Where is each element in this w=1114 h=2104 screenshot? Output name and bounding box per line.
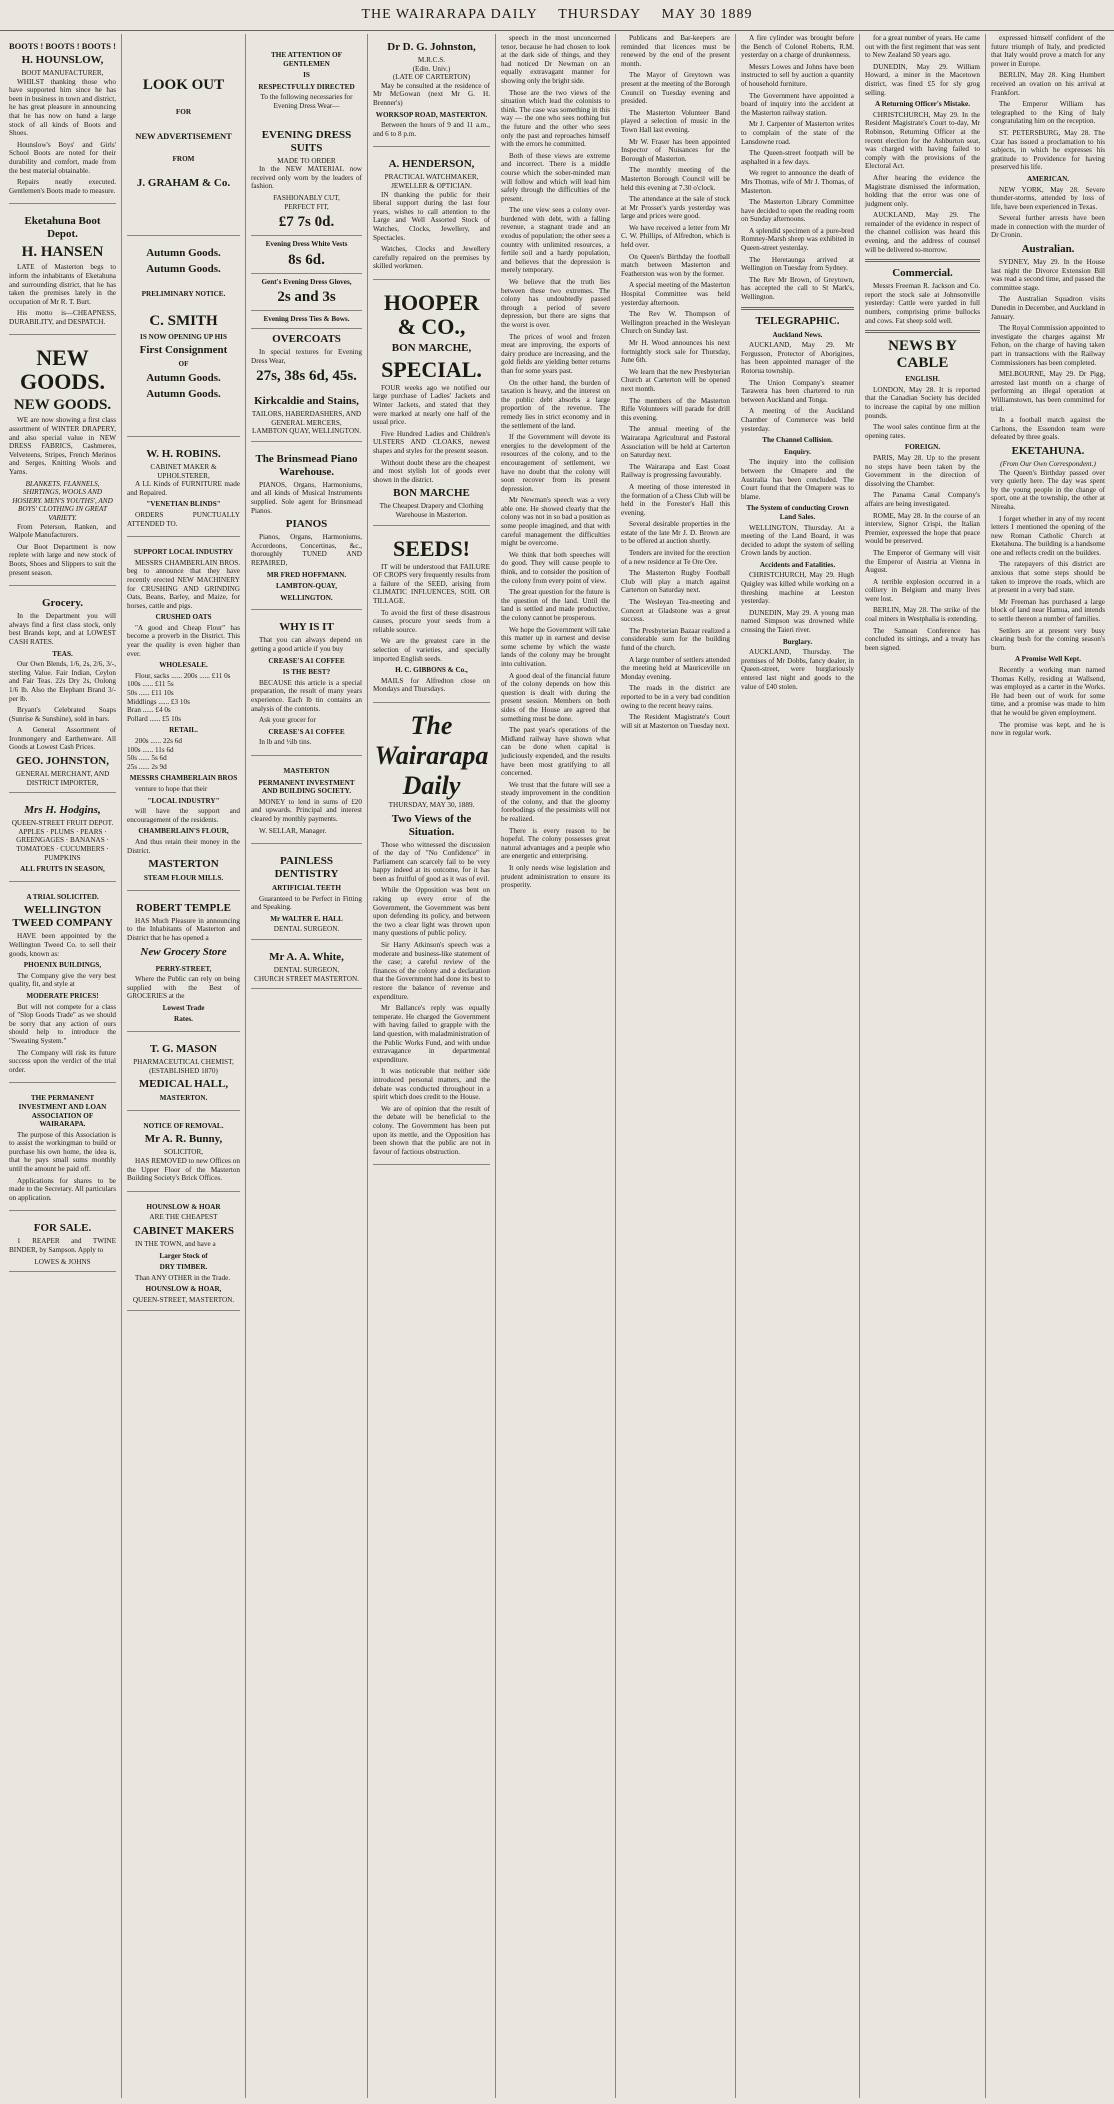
ad-hh-cabinet: CABINET MAKERS xyxy=(133,1225,234,1237)
ad-doctor-edin: (Edin. Univ.) xyxy=(412,64,451,73)
ad-johnston-sub: GENERAL MERCHANT, AND DISTRICT IMPORTER, xyxy=(15,770,110,787)
ad-overcoat-prices: 27s, 38s 6d, 45s. xyxy=(256,368,357,385)
ad-bonmarche2: BON MARCHE xyxy=(393,487,470,500)
ad-pianos: PIANOS xyxy=(285,518,328,531)
column-6: Publicans and Bar-keepers are reminded that licences must be renewed by the end of the present month. The Mayor of Greytown was present at the meeting of the Borough Council on Tuesday evening and presided. The Masterton Volunteer Band played a selection of music in the Town Hall last evening. Mr W. Fraser has been appointed Inspector of Nuisances for the Borough of Masterton. The monthly meeting of the Masterton Borough Council will be held this evening at 7.30 o'clock. The attendance at the sale of stock at Mr Prosser's yards yesterday was large and prices were good. We have received a letter from Mr C. W. Phillips, of Alfredton, which is held over. On Queen's Birthday the football match between Masterton and Featherston was won by the former. A special meeting of the Masterton Hospital Committee was held yesterday afternoon. The Rev W. Thompson of Wellington preached in the Wesleyan Church on Sunday last. Mr H. Wood announces his next fortnightly stock sale for Thursday, June 6th. We learn that the new Presbyterian Church at Carterton will be opened next month. The members of the Masterton Rifle Volunteers will parade for drill this evening. The annual meeting of the Wairarapa Agricultural and Pastoral Association will be held at Carterton on Saturday next. The Wairarapa and East Coast Railway is progressing favourably. A meeting of those interested in the formation of a Chess Club will be held in the Forester's Hall this evening. Several desirable properties in the estate of the late Mr J. D. Brown are to be offered at auction shortly. Tenders are invited for the erection of a new residence at Te Ore Ore. The Masterton Rugby Football Club will play a match against Carterton on Saturday next. The Wesleyan Tea-meeting and Concert at Gladstone was a great success. The Presbyterian Bazaar realized a considerable sum for the building fund of the church. A large number of settlers attended the meeting held at Mauriceville on Monday evening. The roads in the district are reported to be in a very bad condition owing to the recent heavy rains. The Resident Magistrate's Court will sit at Masterton on Tuesday next. xyxy=(616,34,736,2098)
ad-painless: PAINLESS DENTISTRY xyxy=(274,855,339,881)
ad-prelim: PRELIMINARY NOTICE. xyxy=(141,290,226,299)
ad-autumn-1: Autumn Goods. xyxy=(146,247,221,260)
ad-hall-dental: DENTAL SURGEON. xyxy=(273,925,340,934)
ad-crushed: CRUSHED OATS xyxy=(155,613,212,622)
ad-perry: PERRY-STREET, xyxy=(155,964,212,973)
ad-doctor-mrcs: M.R.C.S. xyxy=(417,56,446,64)
editorial-title: The Wairarapa Daily xyxy=(374,710,489,800)
accidents-heading: Accidents and Fatalities. xyxy=(759,560,836,569)
ad-cheapest: The Cheapest Drapery and Clothing Warehouse in Masterton. xyxy=(379,502,484,519)
ad-hoffmann: MR FRED HOFFMANN. xyxy=(266,570,347,579)
ad-doctor-name: Dr D. G. Johnston, xyxy=(387,41,476,53)
ad-hh-name: HOUNSLOW & HOAR xyxy=(146,1202,221,1211)
ad-temple-name: ROBERT TEMPLE xyxy=(136,901,231,914)
american-heading: AMERICAN. xyxy=(1026,174,1070,183)
ad-doctor-late: (LATE OF CARTERTON) xyxy=(392,73,471,82)
column-5: speech in the most unconcerned tenor, because he had chosen to look at the dark side of things, and they had noticed Dr Newman on an equally extravagant manner for showing only the bright side. Those are the two views of the situation which lead the colonists to think. The case was something in this way — the one who sees nothing but the future and the other who sees only the past and reproaches himself with the errors he committed. Both of these views are extreme and incorrect. There is a middle course which the sober-minded man will follow and which will lead him safely through the difficulties of the present. The one view sees a colony over-burdened with debt, with a falling revenue, a stagnant trade and an exodus of population; the other sees a country with unlimited resources, a fertile soil and a hardy population, and believes that the depression is merely temporary. We believe that the truth lies between these two extremes. The colony has undoubtedly passed through a period of severe depression, but there are signs that the worst is over. The prices of wool and frozen meat are improving, the exports of dairy produce are increasing, and the gold fields are yielding better returns than for some years past. On the other hand, the burden of taxation is heavy, and the interest on the public debt absorbs a large proportion of the revenue. The remedy lies in strict economy and in the settlement of the land. If the Government will devote its energies to the development of the resources of the colony, and to the encouragement of settlement, we have no doubt that the colony will soon recover from its present depression. Mr Newman's speech was a very able one. He showed clearly that the colony was not in so bad a position as some people imagined, and that with careful management the difficulties might be overcome. We think that both speeches will do good. They will cause people to think, and to consider the position of the colony from every point of view. The great question for the future is the question of the land. Until the land is settled and made productive, the colony cannot be prosperous. We hope the Government will take this matter up in earnest and devise some scheme by which the waste lands of the colony may be brought into cultivation. A good deal of the financial future of the colony depends on how this question is dealt with during the present session. Members on both sides of the House are agreed that something must be done. The past year's operations of the Midland railway have shown what can be done when capital is judiciously expended, and the results have been most gratifying to all concerned. We trust that the future will see a steady improvement in the condition of the colony, and that the gloomy forebodings of the pessimists will not be realized. There is every reason to be hopeful. The colony possesses great natural advantages and a people who are energetic and enterprising. It only needs wise legislation and prudent administration to ensure its prosperity. xyxy=(496,34,616,2098)
ad-henderson-name: A. HENDERSON, xyxy=(388,158,475,171)
ad-new-goods-sub: NEW GOODS. xyxy=(13,397,112,414)
ad-attention-respect: RESPECTFULLY DIRECTED xyxy=(258,82,355,91)
ad-rates: Rates. xyxy=(174,1015,193,1024)
ad-forsale-heading: FOR SALE. xyxy=(33,1222,92,1235)
ad-tweed-place: PHOENIX BUILDINGS, xyxy=(23,961,102,970)
ad-robins-name: W. H. ROBINS. xyxy=(146,447,221,460)
ad-mason-chemist: PHARMACEUTICAL CHEMIST, xyxy=(133,1058,234,1067)
ad-hh-larger: Larger Stock of xyxy=(159,1251,208,1260)
english-heading: ENGLISH. xyxy=(905,375,940,384)
ad-lambton: LAMBTON QUAY, WELLINGTON. xyxy=(251,427,361,436)
ad-bunny-solicitor: SOLICITOR, xyxy=(163,1148,204,1157)
ad-hounslow-trade: BOOT MANUFACTURER, xyxy=(21,69,104,77)
ad-mason-masterton: MASTERTON. xyxy=(159,1094,208,1103)
ad-perm-society: PERMANENT INVESTMENT AND BUILDING SOCIETY. xyxy=(258,778,355,796)
ad-henderson-sub: PRACTICAL WATCHMAKER, JEWELLER & OPTICIAN. xyxy=(384,173,479,190)
returning-heading: A Returning Officer's Mistake. xyxy=(874,100,971,109)
ad-hh-cheapest: ARE THE CHEAPEST xyxy=(149,1213,218,1222)
ad-hounslow-name: H. HOUNSLOW, xyxy=(21,54,104,66)
ad-attention-following: To the following necessaries for Evening Dress Wear— xyxy=(260,93,353,110)
ad-local-industry: "LOCAL INDUSTRY" xyxy=(147,796,220,805)
ad-hooper-name: HOOPER & CO., xyxy=(383,289,480,339)
ad-tweed-name: WELLINGTON TWEED COMPANY xyxy=(12,904,113,930)
ad-fashionably: FASHIONABLY CUT, xyxy=(273,193,340,202)
eketahuna-own: (From Our Own Correspondent.) xyxy=(1000,459,1096,468)
ad-autumn-2: Autumn Goods. xyxy=(146,263,221,276)
ad-perfect: PERFECT FIT, xyxy=(284,202,329,211)
editorial-date: THURSDAY, MAY 30, 1889. xyxy=(388,800,475,809)
ad-kirkcaldie: Kirkcaldie and Stains, xyxy=(254,395,359,408)
ad-autumn-4: Autumn Goods. xyxy=(146,387,221,400)
ad-trial-heading: A TRIAL SOLICITED. xyxy=(26,892,99,901)
promise-heading: A Promise Well Kept. xyxy=(1014,655,1081,664)
system-heading: The System of conducting Crown Land Sales. xyxy=(746,504,849,521)
ad-chamberlain: MESSRS CHAMBERLAIN BROS xyxy=(129,774,238,783)
ad-special: SPECIAL. xyxy=(381,356,482,382)
ad-overcoats: OVERCOATS xyxy=(272,332,341,345)
ad-evening-suits: EVENING DRESS SUITS xyxy=(261,128,352,154)
ad-kirkcaldie-sub: TAILORS, HABERDASHERS, AND GENERAL MERCERS, xyxy=(251,410,362,427)
ad-support-heading: SUPPORT LOCAL INDUSTRY xyxy=(133,548,234,557)
paper-date: MAY 30 1889 xyxy=(661,7,753,22)
ad-gibbons: H. C. GIBBONS & Co., xyxy=(395,666,468,675)
auckland-heading: Auckland News. xyxy=(772,330,823,339)
ad-lookout-from: FROM xyxy=(172,154,195,163)
ad-grocery-store: New Grocery Store xyxy=(140,945,227,958)
ad-teas-heading: TEAS. xyxy=(52,649,73,658)
ad-mason-name: T. G. MASON xyxy=(149,1043,218,1056)
ad-hodgins-sub: QUEEN-STREET FRUIT DEPOT. xyxy=(11,819,114,828)
ad-made-to-order: MADE TO ORDER xyxy=(277,156,336,165)
ad-white: Mr A. A. White, xyxy=(269,951,344,964)
paper-day: THURSDAY xyxy=(558,7,642,22)
ad-gloves: Gent's Evening Dress Gloves, xyxy=(261,277,352,286)
paper-title: THE WAIRARAPA DAILY xyxy=(361,7,538,22)
column-3: THE ATTENTION OF GENTLEMEN IS RESPECTFULLY DIRECTED To the following necessaries for Evening Dress Wear— EVENING DRESS SUITS MADE TO ORDER In the NEW MATERIAL now received only worn by the leaders of fashion. FASHIONABLY CUT, PERFECT FIT, £7 7s 0d. Evening Dress White Vests 8s 6d. Gent's Evening Dress Gloves, 2s and 3s Evening Dress Ties & Bows. OVERCOATS In special textures for Evening Dress Wear, 27s, 38s 6d, 45s. Kirkcaldie and Stains, TAILORS, HABERDASHERS, AND GENERAL MERCERS, LAMBTON QUAY, WELLINGTON. The Brinsmead Piano Warehouse. PIANOS, Organs, Harmoniums, and all kinds of Musical Instruments supplied. Sole agent for Brinsmead Pianos. PIANOS Pianos, Organs, Harmoniums, Accordeons, Concertinas, &c., thoroughly TUNED AND REPAIRED, MR FRED HOFFMANN. LAMBTON-QUAY, WELLINGTON. WHY IS IT That you can always depend on getting a good article if you buy CREASE'S A1 COFFEE IS THE BEST? BECAUSE this article is a special preparation, the result of many years experience. Each lb tin contains an analysis of the contents. Ask your grocer for CREASE'S A1 COFFEE In lb and ½lb tins. MASTERTON PERMANENT INVESTMENT AND BUILDING SOCIETY. MONEY to lend in sums of £20 and upwards. Principal and interest cleared by monthly payments. W. SELLAR, Manager. PAINLESS DENTISTRY ARTIFICIAL TEETH Guaranteed to be Perfect in Fitting and Speaking. Mr WALTER E. HALL DENTAL SURGEON. Mr A. A. White, DENTAL SURGEON, CHURCH STREET MASTERTON. xyxy=(246,34,368,2098)
telegraphic-heading: TELEGRAPHIC. xyxy=(755,314,840,327)
ad-lookout-advertisement: NEW ADVERTISEMENT xyxy=(135,130,232,141)
ad-doctor-worksop: WORKSOP ROAD, MASTERTON. xyxy=(375,110,488,119)
ad-venetian: "VENETIAN BLINDS" xyxy=(146,500,221,509)
ad-white-dental: DENTAL SURGEON, xyxy=(273,966,340,975)
eketahuna-heading: EKETAHUNA. xyxy=(1011,444,1085,457)
commercial-heading: Commercial. xyxy=(892,267,953,280)
ad-robins-sub: CABINET MAKER & UPHOLSTERER, xyxy=(150,462,217,480)
masthead xyxy=(0,0,1114,31)
ad-masterton: MASTERTON xyxy=(148,858,219,871)
ad-creases2: CREASE'S A1 COFFEE xyxy=(268,727,345,736)
ad-smith-opening: IS NOW OPENING UP HIS xyxy=(140,332,227,341)
ad-wholesale: WHOLESALE. xyxy=(159,661,208,670)
ad-seeds: SEEDS! xyxy=(392,535,471,561)
ad-masterton-heading: MASTERTON xyxy=(283,766,330,775)
ad-removal: NOTICE OF REMOVAL. xyxy=(143,1121,224,1130)
foreign-heading: FOREIGN. xyxy=(904,443,941,452)
ad-johnston-name: GEO. JOHNSTON, xyxy=(15,755,109,768)
ad-attention-is: IS xyxy=(303,71,310,80)
ad-autumn-3: Autumn Goods. xyxy=(146,371,221,384)
ad-hodgins-name: Mrs H. Hodgins, xyxy=(24,804,101,817)
ad-mason-established: (ESTABLISHED 1870) xyxy=(149,1066,218,1075)
ad-hh-name2: HOUNSLOW & HOAR, xyxy=(145,1285,222,1294)
channel-heading: The Channel Collision. xyxy=(762,436,833,445)
ad-lambton2: LAMBTON-QUAY, xyxy=(275,582,338,591)
ad-boots-heading: BOOTS ! BOOTS ! BOOTS ! xyxy=(9,41,116,51)
ad-new-goods-heading: NEW GOODS. xyxy=(20,345,105,395)
ad-brinsmead: The Brinsmead Piano Warehouse. xyxy=(255,452,358,478)
ad-tweed-note: MODERATE PRICES! xyxy=(26,991,99,1000)
ad-attention: THE ATTENTION OF GENTLEMEN xyxy=(271,51,342,68)
editorial-heading: Two Views of the Situation. xyxy=(391,812,472,838)
column-9: expressed himself confident of the future triumph of Italy, and predicted that Italy would prove a match for any power in Europe. BERLIN, May 28. King Humbert received an ovation on his arrival at Frankfort. The Emperor William has telegraphed to the King of Italy congratulating him on the reception. ST. PETERSBURG, May 28. The Czar has issued a proclamation to his subjects, in which he expresses his gratitude to Providence for having preserved his life. AMERICAN. NEW YORK, May 28. Severe thunder-storms, attended by loss of life, have been experienced in Texas. Several further arrests have been made in connection with the murder of Dr Cronin. Australian. SYDNEY, May 29. In the House last night the Divorce Extension Bill was read a second time, and passed the committee stage. The Australian Squadron visits Dunedin in December, and Auckland in January. The Royal Commission appointed to investigate the charges against Mr Fehon, on the charge of having taken part in transactions with the Railway Commissioners has been completed. MELBOURNE, May 29. Dr Pigg, arrested last month on a charge of performing an illegal operation at Williamstown, has been committed for trial. In a football match against the Carltons, the Essendon team were defeated by three goals. EKETAHUNA. (From Our Own Correspondent.) The Queen's Birthday passed over very quietly here. The day was spent by the young people in the change of sport, one at the township, the other at Nireaha. I forget whether in any of my recent letters I mentioned the opening of the new Roman Catholic Church at Eketahuna. The building is a handsome one and reflects credit on the builders. The ratepayers of this district are anxious that some steps should be taken to improve the roads, which are at present in a very bad state. Mr Freeman has purchased a large block of land near Hamua, and intends to settle thereon a number of families. Settlers are at present very busy clearing bush for the coming season's burn. A Promise Well Kept. Recently a working man named Thomas Kelly, residing at Wallsend, was employed as a carter in the Works. He had been out of work for some time, and a promise was made to him that he would be given employment. The promise was kept, and he is now in regular work. xyxy=(991,34,1105,738)
ad-price-gloves: 2s and 3s xyxy=(277,289,336,306)
ad-price-vests: 8s 6d. xyxy=(288,251,325,268)
column-7: A fire cylinder was brought before the Bench of Colonel Roberts, R.M. yesterday on a charge of drunkenness. Messrs Lowes and Johns have been instructed to sell by auction a quantity of household furniture. The Government have appointed a board of inquiry into the accident at the Masterton railway station. Mr J. Carpenter of Masterton writes to complain of the state of the Lansdowne road. The Queen-street footpath will be asphalted in a few days. We regret to announce the death of Mrs Thomas, wife of Mr J. Thomas, of Masterton. The Masterton Library Committee have decided to open the reading room on Sunday afternoons. A splendid specimen of a pure-bred Romney-Marsh sheep was exhibited in Queen-street yesterday. The Heretaunga arrived at Wellington on Tuesday from Sydney. The Rev Mr Brown, of Greytown, has accepted the call to St Mark's, Wellington. TELEGRAPHIC. Auckland News. AUCKLAND, May 29. Mr Fergusson, Protector of Aborigines, has been appointed manager of the Rotorua township. The Union Company's steamer Tarawera has been chartered to run between Auckland and Tonga. A meeting of the Auckland Chamber of Commerce was held yesterday. The Channel Collision. Enquiry. The inquiry into the collision between the Omapere and the Australia has been concluded. The Court found that the Omapere was to blame. The System of conducting Crown Land Sales. WELLINGTON, Thursday. At a meeting of the Land Board, it was decided to adopt the system of selling Crown lands by auction. Accidents and Fatalities. CHRISTCHURCH, May 29. Hugh Quigley was killed while working on a threshing machine at Leeston yesterday. DUNEDIN, May 29. A young man named Simpson was drowned while crossing the Taieri river. Burglary. AUCKLAND, Thursday. The premises of Mr Dobbs, fancy dealer, in Queen-street, were burglariously entered last night and goods to the value of £40 stolen. xyxy=(736,34,860,2098)
column-4: Dr D. G. Johnston, M.R.C.S. (Edin. Univ.) (LATE OF CARTERTON) May be consulted at the residence of Mr McGowan (next Mr G. H. Brenner's) WORKSOP ROAD, MASTERTON. Between the hours of 9 and 11 a.m., and 6 to 8 p.m. A. HENDERSON, PRACTICAL WATCHMAKER, JEWELLER & OPTICIAN. IN thanking the public for their liberal support during the last four years, wishes to call attention to the Large and Well Assorted Stock of Watches, Clocks, Jewellery, and Spectacles. Watches, Clocks and Jewellery carefully repaired on the premises by skilled workmen. HOOPER & CO., BON MARCHE, SPECIAL. FOUR weeks ago we notified our large purchase of Ladies' Jackets and Winter Jackets, and stated that they were marked at nearly one half of the usual price. Five Hundred Ladies and Children's ULSTERS AND CLOAKS, newest shapes and styles for the present season. Without doubt these are the cheapest and most stylish lot of goods ever shown in the district. BON MARCHE The Cheapest Drapery and Clothing Warehouse in Masterton. SEEDS! IT will be understood that FAILURE OF CROPS very frequently results from a failure of the SEED, arising from CLIMATIC INFLUENCES, SOIL OR TILLAGE. To avoid the first of these disastrous causes, procure your seeds from a reliable source. We are the greatest care in the selection of varieties, and specially imported English seeds. H. C. GIBBONS & Co., MAILS for Alfredton close on Mondays and Thursdays. The Wairarapa Daily THURSDAY, MAY 30, 1889. Two Views of the Situation. Those who witnessed the discussion of the day of "No Confidence" in Parliament can scarcely fail to be very happy indeed at its outcome, for it has been as fruitful of good as it was of evil. While the Opposition was bent on raking up every error of the Government, the Government was bent upon defending its policy, and between the two a clear light was thrown upon many questions of public policy. Sir Harry Atkinson's speech was a moderate and business-like statement of the case; a careful review of the finances of the colony and a declaration that the Government had done its best to restore the balance of revenue and expenditure. Mr Ballance's reply was equally temperate. He charged the Government with having failed to grapple with the land question, with maladministration of the Public Works Fund, and with undue extravagance in departmental expenditure. It was noticeable that neither side introduced personal matters, and the debate was conducted throughout in a spirit which does credit to the House. We are of opinion that the result of the debate will be beneficial to the colony. The Government has been put upon its mettle, and the Opposition has been shown that the public are not in favour of factious obstruction. xyxy=(368,34,496,2098)
ad-forsale-sign: LOWES & JOHNS xyxy=(34,1257,91,1266)
ad-artificial: ARTIFICIAL TEETH xyxy=(272,884,341,893)
news-cable-heading: NEWS BY CABLE xyxy=(888,338,957,372)
ad-best: IS THE BEST? xyxy=(282,668,331,677)
ad-church: CHURCH STREET MASTERTON. xyxy=(254,974,359,983)
ad-lookout-heading: LOOK OUT xyxy=(142,77,225,93)
inquiry-heading: Enquiry. xyxy=(784,447,811,456)
ad-hall: Mr WALTER E. HALL xyxy=(270,914,343,923)
burglary-heading: Burglary. xyxy=(782,637,813,646)
ad-hansen-name: H. HANSEN xyxy=(21,244,104,261)
ad-smith-first: First Consignment xyxy=(139,344,228,357)
ad-grocery-heading: Grocery. xyxy=(41,597,84,610)
ad-retail: RETAIL. xyxy=(169,726,198,735)
ad-wellington: WELLINGTON. xyxy=(280,593,333,602)
ad-white-vests: Evening Dress White Vests xyxy=(265,240,348,249)
column-8: for a great number of years. He came out with the first regiment that was sent to New Zealand 50 years ago. DUNEDIN, May 29. William Howard, a miner in the Macetown district, was fined £5 for sly grog selling. A Returning Officer's Mistake. CHRISTCHURCH, May 29. In the Resident Magistrate's Court to-day, Mr Robinson, Returning Officer at the recent election for the Ashburton seat, was charged with having failed to comply with the provisions of the Electoral Act. After hearing the evidence the Magistrate dismissed the information, holding that the error was one of judgment only. AUCKLAND, May 29. The remainder of the evidence in respect of the channel collision was heard this evening, and the address of counsel will be delivered to-morrow. Commercial. Messrs Freeman R. Jackson and Co. report the stock sale at Johnsonville yesterday: Cattle were yarded in full numbers, comprising prime bullocks and cows. Fat sheep sold well. NEWS BY CABLE ENGLISH. LONDON, May 28. It is reported that the Canadian Society has decided to increase the capital by one million pounds. The wool sales continue firm at the opening rates. FOREIGN. PARIS, May 28. Up to the present no steps have been taken by the Government in the direction of dissolving the Chamber. The Panama Canal Company's affairs are being investigated. ROME, May 28. In the course of an interview, Signor Crispi, the Italian Premier, expressed the hope that peace would be preserved. The Emperor of Germany will visit the Emperor of Austria at Vienna in August. A terrible explosion occurred in a colliery in Belgium and many lives were lost. BERLIN, May 28. The strike of the coal miners in Westphalia is extending. The Samoan Conference has concluded its sittings, and a treaty has been signed. xyxy=(860,34,986,2098)
ad-bonmarche: BON MARCHE, xyxy=(391,341,472,354)
ad-ties: Evening Dress Ties & Bows. xyxy=(263,315,350,324)
ad-hh-dry: DRY TIMBER. xyxy=(159,1263,208,1272)
ad-medical-hall: MEDICAL HALL, xyxy=(138,1078,229,1091)
ad-new-goods-items: BLANKETS. FLANNELS, SHIRTINGS, WOOLS AND HOSIERY. MEN'S YOUTHS', AND BOYS' CLOTHING IN GREAT VARIETY. xyxy=(12,479,113,522)
ad-bunny-name: Mr A. R. Bunny, xyxy=(144,1133,223,1146)
ad-flour: CHAMBERLAIN'S FLOUR, xyxy=(138,827,229,836)
ad-smith-name: C. SMITH xyxy=(149,312,218,329)
ad-lowest: Lowest Trade xyxy=(162,1003,205,1012)
ad-creases: CREASE'S A1 COFFEE xyxy=(268,656,345,665)
ad-steam: STEAM FLOUR MILLS. xyxy=(143,874,224,883)
ad-hodgins-season: ALL FRUITS IN SEASON, xyxy=(20,865,105,874)
ad-hh-queen: QUEEN-STREET, MASTERTON. xyxy=(132,1295,235,1304)
ad-hodgins-fruits: APPLES · PLUMS · PEARS · GREENGAGES · BANANAS · TOMATOES · CUCUMBERS · PUMPKINS xyxy=(16,827,109,862)
ad-graham-name: J. GRAHAM & Co. xyxy=(136,177,231,190)
column-1: BOOTS ! BOOTS ! BOOTS ! H. HOUNSLOW, BOOT MANUFACTURER, WHILST thanking those who have supported him since he has been in business in town and district, he has great pleasure in announcing that he has now on hand a large stock of all kinds of Boots and Shoes. Hounslow's Boys' and Girls' School Boots are noted for their durability and comfort, made from the best material obtainable. Repairs neatly executed. Gentlemen's Boots made to measure. Eketahuna Boot Depot. H. HANSEN LATE of Masterton begs to inform the inhabitants of Eketahuna and surrounding district, that he has taken the premises lately in the occupation of Mr R. T. Burt. His motto is—CHEAPNESS, DURABILITY, and DESPATCH. NEW GOODS. NEW GOODS. WE are now showing a first class assortment of WINTER DRAPERY, and also special value in NEW DRESS FABRICS, Cashmeres, Velveteens, Stripes, French Merinos and Serges, Knitting Wools and Yarns. BLANKETS. FLANNELS, SHIRTINGS, WOOLS AND HOSIERY. MEN'S YOUTHS', AND BOYS' CLOTHING IN GREAT VARIETY. From Peterson, Ranken, and Walpole Manufacturers. Our Boot Department is now replete with large and new stock of Boots, Shoes and Slippers to suit the present season. Grocery. In the Department you will always find a first class stock, only best Brands kept, and at LOWEST CASH RATES. TEAS. Our Own Blends, 1/6, 2s, 2/6, 3/-, sterling Value. Fair Indian, Ceylon and Fair Teas. 22s Dry 2s, Oolong 1/6 lb. Also the Elephant Brand 3/- per lb. Bryant's Celebrated Soaps (Sunrise & Sunshine), sold in bars. A General Assortment of Ironmongery and Earthenware. All Goods at Lowest Cash Prices. GEO. JOHNSTON, GENERAL MERCHANT, AND DISTRICT IMPORTER, Mrs H. Hodgins, QUEEN-STREET FRUIT DEPOT. APPLES · PLUMS · PEARS · GREENGAGES · BANANAS · TOMATOES · CUCUMBERS · PUMPKINS ALL FRUITS IN SEASON, A TRIAL SOLICITED. WELLINGTON TWEED COMPANY HAVE been appointed by the Wellington Tweed Co. to sell their goods, known as: PHOENIX BUILDINGS, The Company give the very best quality, fit, and style at MODERATE PRICES! But will not compete for a class of "Slop Goods Trade" as we should be sorry that any action of ours should help to introduce the "Sweating System." The Company will risk its future success upon the verdict of the trial order. THE PERMANENT INVESTMENT AND LOAN ASSOCIATION OF WAIRARAPA. The purpose of this Association is to assist the workingman to build or purchase his own home, the idea is, that he pays small sums monthly until the amount be paid off. Applications for shares to be made to the Secretary. All particulars on application. FOR SALE. 1 REAPER and TWINE BINDER, by Sampson. Apply to LOWES & JOHNS xyxy=(4,34,122,2098)
ad-lookout-for: FOR xyxy=(175,108,192,116)
ad-price-suit: £7 7s 0d. xyxy=(278,214,335,231)
ad-smith-of: OF xyxy=(178,360,189,369)
australian-heading: Australian. xyxy=(1021,243,1075,256)
ad-eketahuna-heading: Eketahuna Boot Depot. xyxy=(24,215,101,241)
ad-why: WHY IS IT xyxy=(279,621,334,634)
ad-loan-heading: THE PERMANENT INVESTMENT AND LOAN ASSOCIATION OF WAIRARAPA. xyxy=(18,1094,107,1129)
column-2: LOOK OUT FOR NEW ADVERTISEMENT FROM J. GRAHAM & Co. Autumn Goods. Autumn Goods. PRELIMINARY NOTICE. C. SMITH IS NOW OPENING UP HIS First Consignment OF Autumn Goods. Autumn Goods. W. H. ROBINS. CABINET MAKER & UPHOLSTERER, A LL Kinds of FURNITURE made and Repaired. "VENETIAN BLINDS" ORDERS PUNCTUALLY ATTENDED TO. SUPPORT LOCAL INDUSTRY MESSRS CHAMBERLAIN BROS. beg to announce that they have recently erected NEW MACHINERY for CRUSHING AND GRINDING Oats, Beans, Barley, and Maize, for horses, cattle and pigs. CRUSHED OATS "A good and Cheap Flour" has become a proverb in the District. This year the quality is even higher than ever. WHOLESALE. Flour, sacks ...... 200s ...... £11 0s 100s ...... £11 5s 50s ...... £11 10s Middlings ...... £3 10s Bran ...... £4 0s Pollard ...... £5 10s RETAIL. 200s ...... 22s 6d 100s ...... 11s 6d 50s ...... 5s 6d 25s ...... 2s 9d MESSRS CHAMBERLAIN BROS venture to hope that their "LOCAL INDUSTRY" will have the support and encouragement of the residents. CHAMBERLAIN'S FLOUR, And thus retain their money in the District. MASTERTON STEAM FLOUR MILLS. ROBERT TEMPLE HAS Much Pleasure in announcing to the Inhabitants of Masterton and District that he has opened a New Grocery Store PERRY-STREET, Where the Public can rely on being supplied with the Best of GROCERIES at the Lowest Trade Rates. T. G. MASON PHARMACEUTICAL CHEMIST, (ESTABLISHED 1870) MEDICAL HALL, MASTERTON. NOTICE OF REMOVAL. Mr A. R. Bunny, SOLICITOR, HAS REMOVED to new Offices on the Upper Floor of the Masterton Building Society's Brick Offices. HOUNSLOW & HOAR ARE THE CHEAPEST CABINET MAKERS IN THE TOWN, and have a Larger Stock of DRY TIMBER. Than ANY OTHER in the Trade. HOUNSLOW & HOAR, QUEEN-STREET, MASTERTON. xyxy=(122,34,246,2098)
